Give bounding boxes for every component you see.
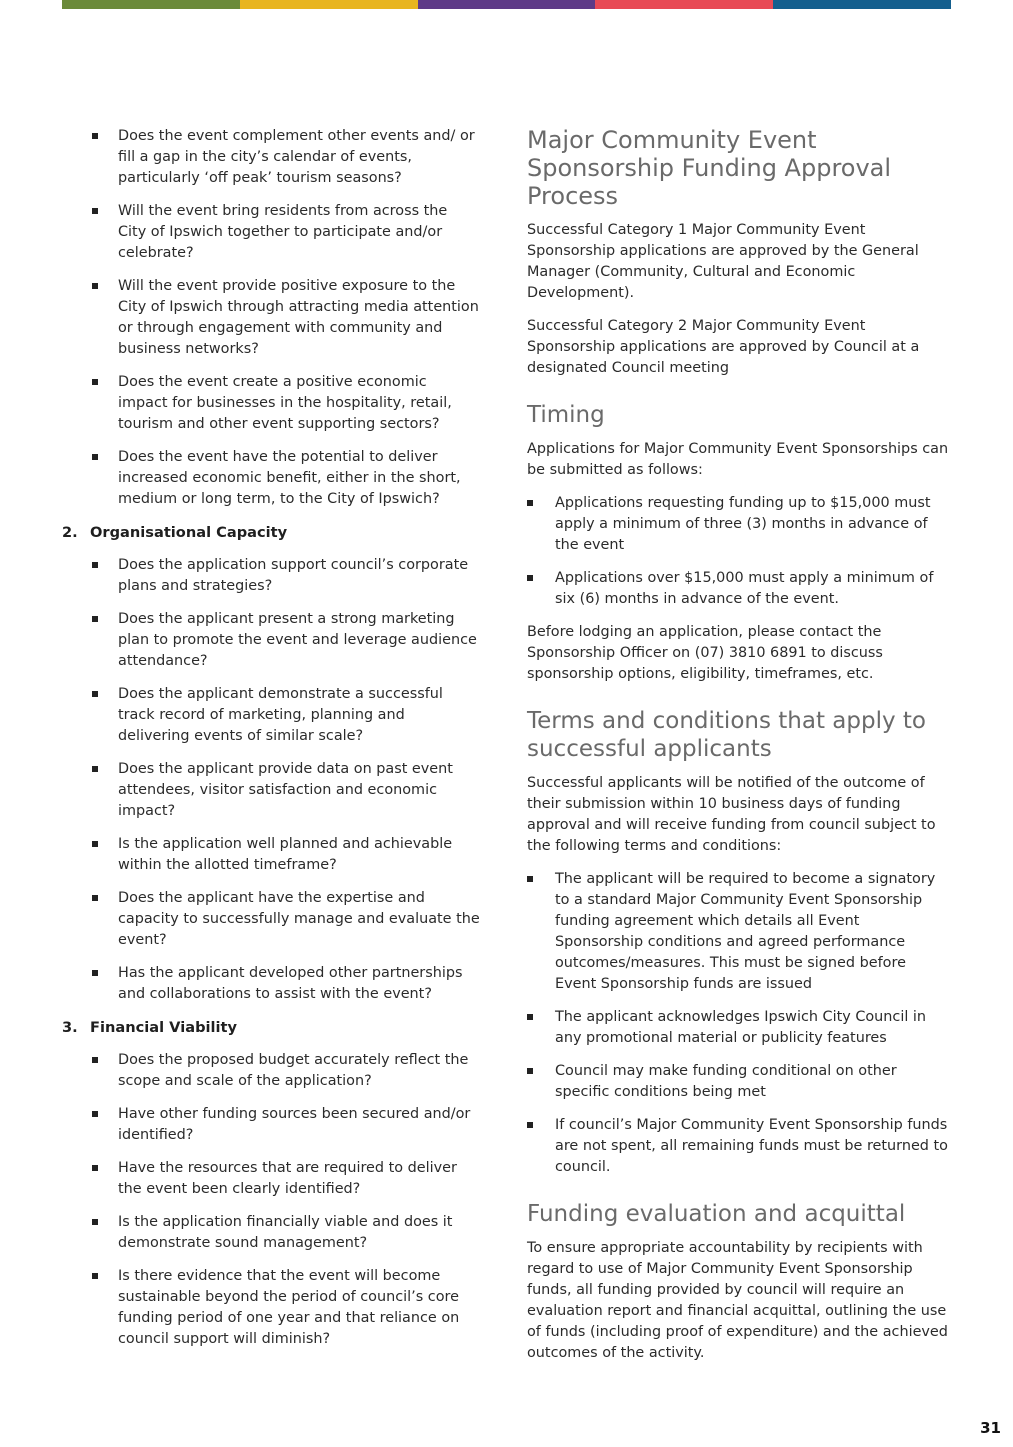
criteria-list-community bbox=[62, 126, 484, 510]
list-item bbox=[62, 276, 484, 360]
list-item bbox=[62, 609, 484, 672]
paragraph-category-1: Successful Category 1 Major Community Event Sponsorship applications are approved by the General Manager (Community, Cultural and Economic Development). bbox=[527, 222, 919, 301]
paragraph-category-2: Successful Category 2 Major Community Event Sponsorship applications are approved by Council at a designated Council meeting bbox=[527, 318, 920, 376]
list-item bbox=[62, 759, 484, 822]
list-item bbox=[62, 834, 484, 876]
color-bar-segment bbox=[62, 0, 240, 9]
heading-funding-evaluation: Funding evaluation and acquittal bbox=[527, 1201, 906, 1227]
section-number: 2. bbox=[62, 524, 78, 541]
bullet-icon bbox=[92, 562, 98, 568]
bullet-icon bbox=[92, 133, 98, 139]
list-item bbox=[62, 1266, 484, 1350]
list-item bbox=[527, 1007, 955, 1049]
bullet-icon bbox=[92, 1219, 98, 1225]
list-item-text: Does the application support council’s corporate plans and strategies? bbox=[118, 557, 469, 594]
bullet-icon bbox=[92, 970, 98, 976]
page-number: 31 bbox=[980, 1419, 1001, 1437]
list-item bbox=[62, 126, 484, 189]
section-title: Financial Viability bbox=[90, 1019, 238, 1036]
section-heading-financial-viability bbox=[62, 1017, 484, 1038]
list-item bbox=[62, 963, 484, 1005]
list-item-text: The applicant acknowledges Ipswich City Council in any promotional material or publicity features bbox=[555, 1009, 927, 1046]
bullet-icon bbox=[527, 876, 533, 882]
paragraph-terms-intro: Successful applicants will be notified of the outcome of their submission within 10 business days of funding approval and will receive funding from council subject to the following terms and conditions: bbox=[527, 775, 936, 854]
list-item-text: Have other funding sources been secured and/or identified? bbox=[118, 1106, 471, 1143]
bullet-icon bbox=[527, 500, 533, 506]
color-bar-segment bbox=[418, 0, 596, 9]
top-color-bar bbox=[62, 0, 951, 9]
bullet-icon bbox=[92, 1057, 98, 1063]
section-heading-organisational-capacity bbox=[62, 522, 484, 543]
heading-approval-process: Major Community Event Sponsorship Funding Approval Process bbox=[527, 126, 892, 210]
bullet-icon bbox=[92, 691, 98, 697]
list-item bbox=[62, 1050, 484, 1092]
bullet-icon bbox=[92, 841, 98, 847]
criteria-list-financial bbox=[62, 1050, 484, 1350]
list-item-text: If council’s Major Community Event Sponsorship funds are not spent, all remaining funds must be returned to council. bbox=[555, 1117, 948, 1175]
bullet-icon bbox=[92, 283, 98, 289]
paragraph-evaluation: To ensure appropriate accountability by recipients with regard to use of Major Community Event Sponsorship funds, all funding provided by council will require an evaluation report and financial acquittal, outlining the use of funds (including proof of expenditure) and the achieved outcomes of the activity. bbox=[527, 1240, 948, 1361]
list-item bbox=[62, 684, 484, 747]
terms-list bbox=[527, 869, 955, 1178]
bullet-icon bbox=[92, 766, 98, 772]
list-item-text: Will the event provide positive exposure to the City of Ipswich through attracting media attention or through engagement with community and business networks? bbox=[118, 278, 479, 357]
list-item-text: Is the application financially viable and does it demonstrate sound management? bbox=[118, 1214, 453, 1251]
list-item bbox=[62, 888, 484, 951]
list-item bbox=[527, 568, 955, 610]
bullet-icon bbox=[527, 1068, 533, 1074]
list-item bbox=[62, 1104, 484, 1146]
bullet-icon bbox=[527, 1122, 533, 1128]
left-column bbox=[62, 126, 484, 1362]
color-bar-segment bbox=[773, 0, 951, 9]
heading-timing: Timing bbox=[527, 402, 605, 428]
list-item-text: Does the event create a positive economic impact for businesses in the hospitality, retail, tourism and other event supporting sectors? bbox=[118, 374, 452, 432]
list-item-text: Council may make funding conditional on other specific conditions being met bbox=[555, 1063, 897, 1100]
heading-terms-conditions: Terms and conditions that apply to successful applicants bbox=[527, 708, 926, 762]
list-item-text: Has the applicant developed other partnerships and collaborations to assist with the event? bbox=[118, 965, 463, 1002]
list-item-text: Does the applicant provide data on past event attendees, visitor satisfaction and economic impact? bbox=[118, 761, 453, 819]
criteria-list-organisational bbox=[62, 555, 484, 1005]
bullet-icon bbox=[527, 1014, 533, 1020]
list-item-text: Does the event have the potential to deliver increased economic benefit, either in the short, medium or long term, to the City of Ipswich? bbox=[118, 449, 461, 507]
list-item-text: Does the event complement other events and/ or fill a gap in the city’s calendar of events, particularly ‘off peak’ tourism seasons? bbox=[118, 128, 475, 186]
bullet-icon bbox=[92, 379, 98, 385]
bullet-icon bbox=[527, 575, 533, 581]
list-item-text: Does the proposed budget accurately reflect the scope and scale of the application? bbox=[118, 1052, 469, 1089]
list-item bbox=[527, 1115, 955, 1178]
bullet-icon bbox=[92, 1111, 98, 1117]
section-number: 3. bbox=[62, 1019, 78, 1036]
list-item-text: Applications requesting funding up to $15,000 must apply a minimum of three (3) months in advance of the event bbox=[555, 495, 931, 553]
timing-list bbox=[527, 493, 955, 610]
bullet-icon bbox=[92, 616, 98, 622]
list-item-text: Does the applicant present a strong marketing plan to promote the event and leverage audience attendance? bbox=[118, 611, 477, 669]
list-item bbox=[527, 869, 955, 995]
bullet-icon bbox=[92, 1273, 98, 1279]
paragraph-contact: Before lodging an application, please contact the Sponsorship Officer on (07) 3810 6891 to discuss sponsorship options, eligibility, timeframes, etc. bbox=[527, 624, 883, 682]
list-item-text: Is the application well planned and achievable within the allotted timeframe? bbox=[118, 836, 453, 873]
color-bar-segment bbox=[240, 0, 418, 9]
bullet-icon bbox=[92, 454, 98, 460]
bullet-icon bbox=[92, 208, 98, 214]
list-item-text: Have the resources that are required to deliver the event been clearly identified? bbox=[118, 1160, 457, 1197]
list-item-text: Is there evidence that the event will become sustainable beyond the period of council’s core funding period of one year and that reliance on council support will diminish? bbox=[118, 1268, 460, 1347]
list-item bbox=[62, 555, 484, 597]
list-item bbox=[527, 1061, 955, 1103]
list-item-text: Does the applicant have the expertise and capacity to successfully manage and evaluate the event? bbox=[118, 890, 480, 948]
bullet-icon bbox=[92, 1165, 98, 1171]
list-item-text: The applicant will be required to become a signatory to a standard Major Community Event Sponsorship funding agreement which details all Event Sponsorship conditions and agreed performance outcomes/measures. This must be signed before Event Sponsorship funds are issued bbox=[555, 871, 936, 992]
list-item bbox=[62, 1158, 484, 1200]
list-item bbox=[62, 372, 484, 435]
list-item-text: Does the applicant demonstrate a successful track record of marketing, planning and delivering events of similar scale? bbox=[118, 686, 443, 744]
section-title: Organisational Capacity bbox=[90, 524, 288, 541]
list-item bbox=[527, 493, 955, 556]
list-item-text: Will the event bring residents from across the City of Ipswich together to participate and/or celebrate? bbox=[118, 203, 448, 261]
paragraph-timing-intro: Applications for Major Community Event Sponsorships can be submitted as follows: bbox=[527, 441, 949, 478]
list-item bbox=[62, 201, 484, 264]
bullet-icon bbox=[92, 895, 98, 901]
list-item bbox=[62, 1212, 484, 1254]
color-bar-segment bbox=[595, 0, 773, 9]
list-item bbox=[62, 447, 484, 510]
right-column bbox=[527, 126, 955, 1376]
list-item-text: Applications over $15,000 must apply a minimum of six (6) months in advance of the event. bbox=[555, 570, 934, 607]
